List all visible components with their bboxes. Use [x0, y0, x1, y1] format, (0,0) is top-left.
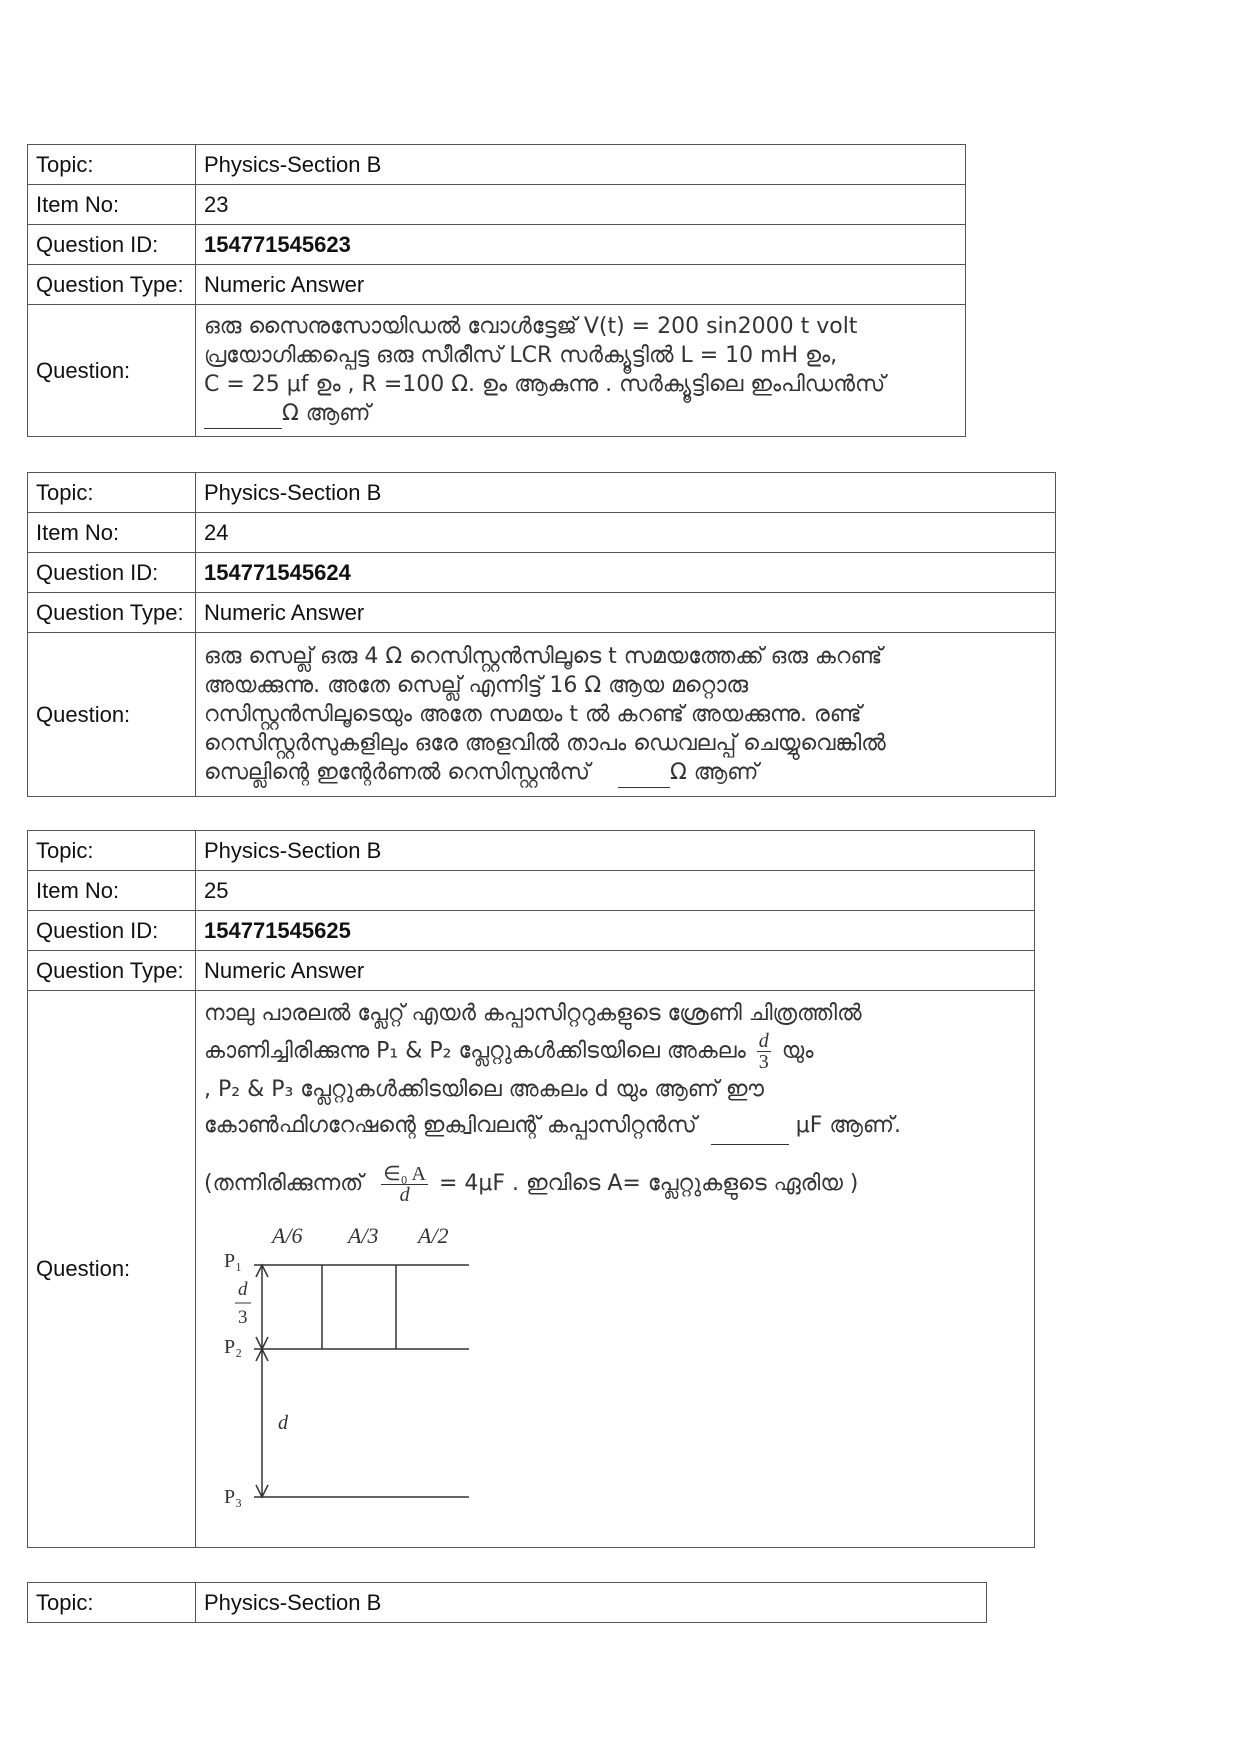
question-label: Question: — [28, 633, 196, 797]
question-id-label: Question ID: — [28, 225, 196, 265]
question-label: Question: — [28, 305, 196, 437]
question-line: റസിസ്റ്റൻസിലൂടെയും അതേ സമയം t ൽ കറണ്ട് അയക്കുന്നു. രണ്ട് — [204, 701, 862, 727]
question-line: , P₂ & P₃ പ്ലേറ്റുകൾക്കിടയിലെ അകലം d യും ആണ് ഈ — [204, 1077, 764, 1102]
plate-label-p1: P₁ — [224, 1250, 243, 1272]
question-type-label: Question Type: — [28, 593, 196, 633]
question-line: Ω ആണ് — [669, 759, 759, 785]
topic-value: Physics-Section B — [196, 473, 1056, 513]
topic-label: Topic: — [28, 1583, 196, 1623]
item-no-label: Item No: — [28, 185, 196, 225]
question-line: C = 25 μf ഉം , R =100 Ω. ഉം ആകുന്നു . സർക്യൂട്ടിലെ ഇംപിഡൻസ് — [204, 372, 886, 397]
question-line: റെസിസ്റ്റർസുകളിലും ഒരേ അളവിൽ താപം ഡെവലപ്പ് ചെയ്യുവെങ്കിൽ — [204, 730, 886, 756]
question-table-24 — [27, 472, 1056, 797]
topic-value: Physics-Section B — [196, 831, 1035, 871]
question-line: യും — [781, 1038, 814, 1064]
answer-blank — [711, 1108, 789, 1145]
answer-blank — [204, 399, 282, 429]
question-table-26 — [27, 1582, 987, 1623]
capacitor-diagram — [204, 1217, 504, 1517]
question-line: (തന്നിരിക്കുന്നത് — [204, 1171, 364, 1196]
question-id-label: Question ID: — [28, 553, 196, 593]
plate-label-p2: P₂ — [224, 1336, 243, 1358]
question-id-value: 154771545625 — [196, 911, 1035, 951]
question-type-label: Question Type: — [28, 951, 196, 991]
item-no-label: Item No: — [28, 513, 196, 553]
area-label-a3: A/3 — [348, 1223, 379, 1248]
gap-label-top-num: d — [238, 1279, 248, 1300]
question-line: ഒരു സെല്ല് ഒരു 4 Ω റെസിസ്റ്റൻസിലൂടെ t സമയത്തേക്ക് ഒരു കറണ്ട് — [204, 643, 883, 669]
question-text — [196, 991, 1035, 1548]
gap-label-top-den: 3 — [238, 1307, 248, 1328]
area-label-a6: A/6 — [272, 1223, 303, 1248]
item-no-value: 25 — [196, 871, 1035, 911]
fraction-eps-a-over-d: $\frac{\text{∈₀ A}}{d}$ — [383, 1162, 426, 1206]
topic-label: Topic: — [28, 145, 196, 185]
question-id-label: Question ID: — [28, 911, 196, 951]
question-line: അയക്കുന്നു. അതേ സെല്ല് എന്നിട്ട് 16 Ω ആയ മറ്റൊരു — [204, 672, 749, 698]
question-type-value: Numeric Answer — [196, 593, 1056, 633]
question-id-value: 154771545624 — [196, 553, 1056, 593]
question-line: = 4μF . ഇവിടെ A= പ്ലേറ്റുകളുടെ ഏരിയ ) — [438, 1171, 859, 1196]
question-line: കാണിച്ചിരിക്കുന്നു P₁ & P₂ പ്ലേറ്റുകൾക്കിടയിലെ അകലം — [204, 1038, 746, 1064]
question-line: കോൺഫിഗറേഷന്റെ ഇക്വിവലന്റ് കപ്പാസിറ്റൻസ് — [204, 1113, 697, 1138]
item-no-label: Item No: — [28, 871, 196, 911]
question-text — [196, 305, 966, 437]
question-table-23 — [27, 144, 966, 437]
question-line: സെല്ലിന്റെ ഇന്റേർണൽ റെസിസ്റ്റൻസ് — [204, 759, 590, 785]
item-no-value: 23 — [196, 185, 966, 225]
topic-label: Topic: — [28, 831, 196, 871]
question-type-value: Numeric Answer — [196, 951, 1035, 991]
area-label-a2: A/2 — [418, 1223, 449, 1248]
question-line: പ്രയോഗിക്കപ്പെട്ട ഒരു സീരീസ് LCR സർക്യൂട്ടിൽ L = 10 mH ഉം, — [204, 343, 838, 368]
question-line: നാലു പാരലൽ പ്ലേറ്റ് എയർ കപ്പാസിറ്ററുകളുടെ ശ്രേണി ചിത്രത്തിൽ — [204, 1001, 862, 1026]
question-line: ഒരു സൈനുസോയിഡൽ വോൾട്ടേജ് V(t) = 200 sin2000 t volt — [204, 314, 858, 339]
topic-value: Physics-Section B — [196, 145, 966, 185]
question-table-25 — [27, 830, 1035, 1548]
gap-label-bottom: d — [278, 1412, 288, 1434]
plate-label-p3: P₃ — [224, 1486, 243, 1508]
question-line: Ω ആണ് — [282, 401, 371, 426]
question-type-value: Numeric Answer — [196, 265, 966, 305]
question-type-label: Question Type: — [28, 265, 196, 305]
topic-value: Physics-Section B — [196, 1583, 987, 1623]
topic-label: Topic: — [28, 473, 196, 513]
fraction-d-over-3: $\frac{d}{3}$ — [758, 1030, 769, 1073]
question-text — [196, 633, 1056, 797]
question-label: Question: — [28, 991, 196, 1548]
question-line: μF ആണ്. — [795, 1113, 901, 1138]
answer-blank — [618, 758, 670, 788]
item-no-value: 24 — [196, 513, 1056, 553]
question-id-value: 154771545623 — [196, 225, 966, 265]
